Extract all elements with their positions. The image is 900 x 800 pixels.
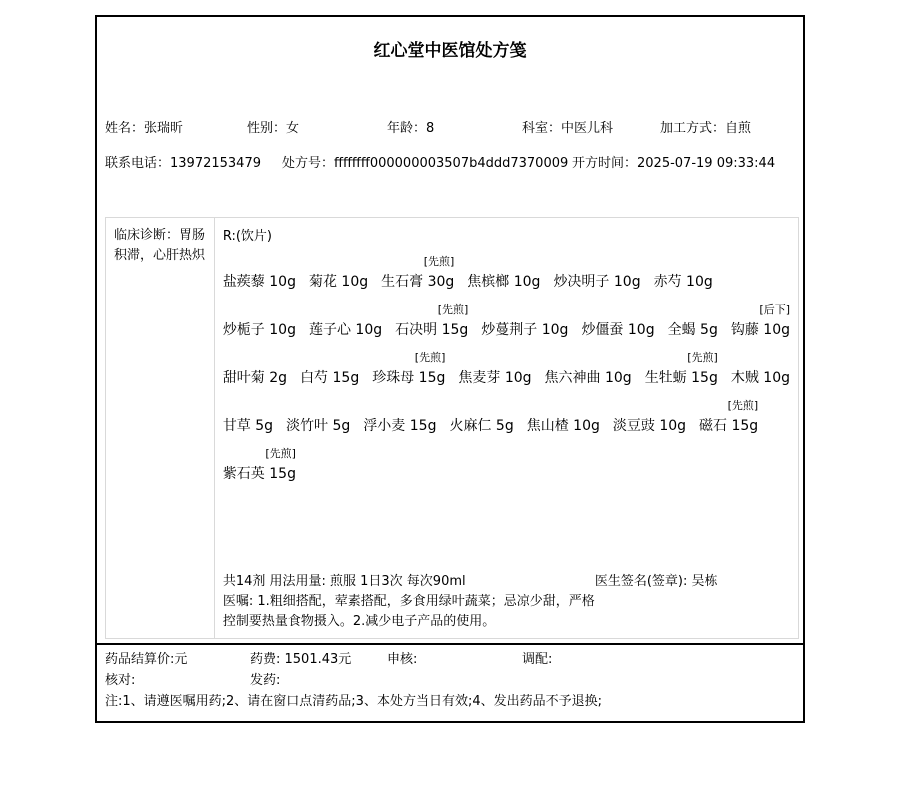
medicine-name-dose: 菊花 10g <box>308 274 369 290</box>
page-title: 红心堂中医馆处方笺 <box>373 41 527 61</box>
medicine-item <box>545 350 632 390</box>
medicine-item <box>553 254 640 294</box>
decoction-note <box>292 302 296 318</box>
medicine-name-dose: 炒僵蚕 10g <box>581 322 655 338</box>
medicine-item <box>223 446 296 486</box>
decoction-note <box>365 254 369 270</box>
prescription-number-label: 处方号： <box>282 156 335 171</box>
medicine-item <box>481 302 568 342</box>
medicine-fee-value: 1501.43元 <box>284 652 352 667</box>
medicine-name-dose: 白芍 15g <box>300 370 360 386</box>
medicine-name-dose: 钩藤 10g <box>730 322 790 338</box>
patient-department <box>522 120 613 138</box>
processing-method <box>660 120 751 138</box>
medicine-name-dose: 甘草 5g <box>222 418 274 434</box>
medicine-item <box>731 302 790 342</box>
doctor-signature-label: 医生签名(签章): <box>594 574 692 589</box>
footer-divider <box>97 643 803 645</box>
medicine-fee-label: 药费: <box>250 652 285 667</box>
decoction-note <box>683 398 687 414</box>
contact-phone-label: 联系电话： <box>105 156 171 171</box>
medicine-item <box>223 254 296 294</box>
decoction-note <box>356 350 360 366</box>
patient-gender <box>247 120 299 138</box>
medicine-item <box>645 350 718 390</box>
check-field: 核对: <box>105 673 136 688</box>
prescription-time-value: 2025-07-19 09:33:44 <box>637 156 776 171</box>
processing-method-label: 加工方式： <box>660 121 726 136</box>
medicine-item <box>300 350 359 390</box>
decoction-note: [先煎] <box>414 351 446 364</box>
prescription-cell <box>215 218 798 638</box>
decoction-note: [先煎] <box>423 255 455 268</box>
medicine-name-dose: 紫石英 15g <box>222 466 296 482</box>
prescription-time-label: 开方时间： <box>572 156 638 171</box>
settlement-price-value: 元 <box>174 652 188 667</box>
decoction-note <box>292 254 296 270</box>
medicine-name-dose: 磁石 15g <box>699 418 759 434</box>
medicine-name-dose: 石决明 15g <box>395 322 469 338</box>
medicine-name-dose: 赤芍 10g <box>653 274 713 290</box>
patient-gender-label: 性别： <box>247 121 287 136</box>
prescription-number-value: ffffffff000000003507b4ddd7370009 <box>334 156 569 171</box>
decoction-note <box>528 350 532 366</box>
decoction-note: [后下] <box>759 303 790 316</box>
doctor-advice-line1: 医嘱: 1.粗细搭配，荤素搭配，多食用绿叶蔬菜；忌凉少甜，严格 <box>222 594 595 609</box>
medicine-name-dose: 生石膏 30g <box>381 274 455 290</box>
prescription-table <box>105 217 799 639</box>
medicine-name-dose: 甜叶菊 2g <box>222 370 288 386</box>
medicine-name-dose: 火麻仁 5g <box>449 418 514 434</box>
patient-department-label: 科室： <box>522 121 562 136</box>
usage-summary-row <box>223 572 790 592</box>
medicine-name-dose: 全蝎 5g <box>667 322 718 338</box>
medicine-name-dose: 珍珠母 15g <box>372 370 446 386</box>
medicine-name-dose: 生牡蛎 15g <box>644 370 718 386</box>
patient-gender-value: 女 <box>286 121 300 136</box>
medicine-name-dose: 焦麦芽 10g <box>458 370 532 386</box>
medicine-name-dose: 焦槟榔 10g <box>467 274 541 290</box>
patient-department-value: 中医儿科 <box>561 121 614 136</box>
dispense-field: 调配: <box>522 652 553 667</box>
patient-name <box>105 120 183 138</box>
prescription-lines <box>223 254 790 486</box>
prescription-line <box>223 446 790 486</box>
medicine-item <box>372 350 445 390</box>
issue-field: 发药: <box>250 673 281 688</box>
medicine-item <box>458 350 531 390</box>
medicine-item <box>449 398 513 438</box>
decoction-note: [先煎] <box>687 351 718 364</box>
medicine-name-dose: 焦六神曲 10g <box>544 370 632 386</box>
decoction-note <box>537 254 541 270</box>
decoction-note <box>347 398 351 414</box>
settlement-price <box>105 651 187 669</box>
prescription-line <box>223 302 790 342</box>
audit-field: 申核: <box>387 652 418 667</box>
decoction-note <box>637 254 641 270</box>
medicine-name-dose: 淡竹叶 5g <box>286 418 351 434</box>
medicine-name-dose: 盐蒺藜 10g <box>222 274 296 290</box>
patient-age <box>387 120 434 138</box>
footer-note: 注:1、请遵医嘱用药;2、请在窗口点清药品;3、本处方当日有效;4、发出药品不予退换; <box>105 694 602 709</box>
doctor-advice-line2: 控制要热量食物摄入。2.减少电子产品的使用。 <box>222 614 496 629</box>
prescription-line <box>223 398 790 438</box>
patient-name-label: 姓名： <box>105 121 145 136</box>
decoction-note: [先煎] <box>265 447 296 460</box>
medicine-item <box>309 302 382 342</box>
medicine-item <box>223 398 273 438</box>
decoction-note: [先煎] <box>727 399 759 412</box>
contact-phone <box>105 155 261 173</box>
medicine-item <box>467 254 540 294</box>
medicine-name-dose: 淡豆豉 10g <box>612 418 687 434</box>
settlement-price-label: 药品结算价: <box>105 652 175 667</box>
medicine-name-dose: 莲子心 10g <box>308 322 383 338</box>
medicine-item <box>613 398 686 438</box>
usage-summary: 共14剂 用法用量: 煎服 1日3次 每次90ml <box>222 574 466 589</box>
medicine-item <box>527 398 600 438</box>
decoction-note <box>510 398 514 414</box>
prescription-line <box>223 254 790 294</box>
decoction-note <box>284 350 288 366</box>
medicine-item <box>363 398 436 438</box>
decoction-note <box>596 398 600 414</box>
decoction-note <box>628 350 632 366</box>
usage-block <box>223 572 790 632</box>
decoction-note <box>651 302 655 318</box>
medicine-name-dose: 焦山楂 10g <box>526 418 600 434</box>
decoction-note <box>787 350 791 366</box>
prescription-sheet <box>95 15 805 723</box>
processing-method-value: 自煎 <box>725 121 752 136</box>
medicine-item <box>699 398 758 438</box>
medicine-name-dose: 木贼 10g <box>730 370 790 386</box>
medicine-item <box>581 302 654 342</box>
medicine-item <box>668 302 718 342</box>
medicine-fee <box>250 651 351 669</box>
medicine-name-dose: 炒蔓荆子 10g <box>481 322 569 338</box>
patient-age-value: 8 <box>426 121 435 136</box>
medicine-name-dose: 炒栀子 10g <box>222 322 296 338</box>
prescription-time <box>572 155 775 173</box>
decoction-note <box>709 254 713 270</box>
prescription-number <box>282 155 568 173</box>
medicine-item <box>395 302 468 342</box>
decoction-note <box>565 302 569 318</box>
clinical-diagnosis: 临床诊断：胃肠积滞，心肝热炽 <box>106 218 215 638</box>
contact-phone-value: 13972153479 <box>170 156 261 171</box>
medicine-item <box>309 254 368 294</box>
medicine-name-dose: 浮小麦 15g <box>363 418 437 434</box>
decoction-note <box>379 302 383 318</box>
decoction-note: [先煎] <box>437 303 469 316</box>
medicine-name-dose: 炒决明子 10g <box>553 274 641 290</box>
rx-header: R:(饮片) <box>222 229 272 244</box>
decoction-note <box>270 398 274 414</box>
medicine-item <box>286 398 350 438</box>
decoction-note <box>433 398 437 414</box>
medicine-item <box>654 254 713 294</box>
decoction-note <box>714 302 718 318</box>
doctor-signature <box>595 572 718 592</box>
medicine-item <box>731 350 790 390</box>
medicine-item <box>381 254 454 294</box>
doctor-signature-value: 吴栋 <box>691 574 718 589</box>
medicine-item <box>223 350 287 390</box>
prescription-line <box>223 350 790 390</box>
medicine-item <box>223 302 296 342</box>
patient-name-value: 张瑞昕 <box>144 121 184 136</box>
patient-age-label: 年龄： <box>387 121 427 136</box>
